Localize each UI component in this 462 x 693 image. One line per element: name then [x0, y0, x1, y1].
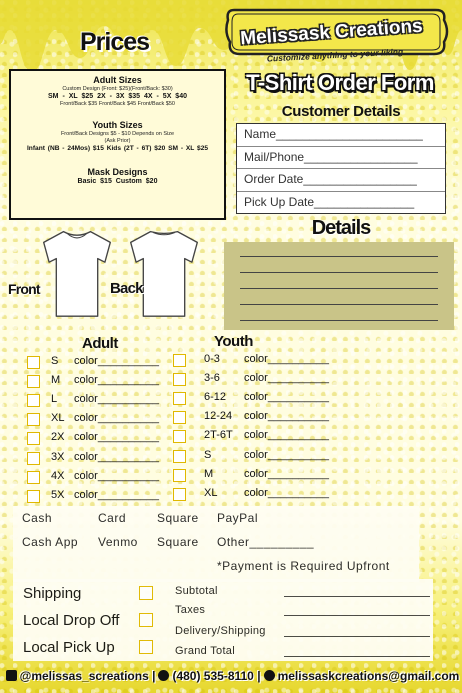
customer-details-title: Customer Details: [281, 103, 401, 120]
youth-size-label: 12-24: [204, 410, 233, 423]
adult-size-checkbox[interactable]: [27, 356, 40, 369]
adult-size-checkbox[interactable]: [27, 394, 40, 407]
adult-size-checkbox[interactable]: [27, 452, 40, 465]
youth-design-note: Front/Back Designs $5 - $10 Depends on Size: [60, 131, 175, 137]
footer-separator: |: [152, 669, 156, 683]
youth-color-field[interactable]: color__________: [244, 391, 330, 404]
youth-ask-prior-note: (Ask Prior): [104, 138, 131, 144]
footer-separator: |: [257, 669, 261, 683]
contact-footer: [0, 665, 462, 693]
form-title: T-Shirt Order Form: [246, 70, 434, 95]
payment-square-2[interactable]: Square: [157, 535, 199, 549]
mask-prices: Basic $15 Custom $20: [77, 178, 158, 185]
adult-size-label: 5X: [51, 488, 65, 501]
payment-cash-app[interactable]: Cash App: [22, 535, 79, 549]
youth-size-checkbox[interactable]: [173, 469, 186, 482]
taxes-line[interactable]: [284, 615, 430, 616]
grand-total-label: Grand Total: [175, 645, 235, 657]
details-line: [240, 304, 438, 305]
youth-size-label: 2T-6T: [204, 429, 233, 442]
brand-tagline: Customize anything to your liking: [266, 46, 404, 64]
delivery-shipping-label: Delivery/Shipping: [175, 625, 266, 637]
adult-size-checkbox[interactable]: [27, 432, 40, 445]
adult-size-checkbox[interactable]: [27, 413, 40, 426]
customer-details-box: [236, 123, 446, 214]
details-line: [240, 288, 438, 289]
local-drop-off-checkbox[interactable]: [139, 613, 153, 627]
youth-prices: Infant (NB - 24Mos) $15 Kids (2T - 6T) $20 SM - XL $25: [26, 145, 209, 152]
adult-size-label: S: [51, 355, 59, 367]
payment-paypal[interactable]: PayPal: [217, 511, 259, 525]
phone-number[interactable]: (480) 535-8110: [172, 669, 254, 683]
youth-size-checkbox[interactable]: [173, 373, 186, 386]
adult-color-field[interactable]: color__________: [74, 488, 160, 501]
youth-size-label: 6-12: [204, 391, 227, 404]
adult-color-field[interactable]: color__________: [74, 450, 160, 463]
youth-color-field[interactable]: color__________: [244, 429, 330, 442]
email-icon: [264, 670, 275, 681]
adult-color-field[interactable]: color__________: [74, 431, 160, 444]
youth-size-label: M: [204, 467, 214, 480]
local-drop-off-label: Local Drop Off: [23, 612, 120, 629]
youth-size-checkbox[interactable]: [173, 354, 186, 367]
adult-size-checkbox[interactable]: [27, 471, 40, 484]
mask-designs-heading: Mask Designs: [87, 167, 148, 177]
adult-size-label: 3X: [51, 450, 65, 463]
youth-size-label: 0-3: [204, 353, 220, 365]
youth-color-field[interactable]: color__________: [244, 410, 330, 423]
youth-size-label: 3-6: [204, 372, 220, 385]
adult-size-label: 2X: [51, 431, 65, 444]
local-pick-up-checkbox[interactable]: [139, 640, 153, 654]
youth-size-checkbox[interactable]: [173, 450, 186, 463]
adult-color-field[interactable]: color__________: [74, 469, 160, 482]
subtotal-label: Subtotal: [175, 585, 218, 597]
payment-cash[interactable]: Cash: [22, 511, 53, 525]
adult-color-field[interactable]: color__________: [74, 355, 160, 367]
details-notes-box[interactable]: [224, 242, 454, 330]
shipping-label: Shipping: [23, 585, 82, 602]
youth-size-checkbox[interactable]: [173, 411, 186, 424]
details-line: [240, 320, 438, 321]
phone-icon: [158, 670, 169, 681]
adult-size-label: XL: [51, 412, 65, 425]
front-shirt-image: [38, 228, 116, 318]
payment-methods-box: [13, 506, 419, 582]
youth-size-checkbox[interactable]: [173, 392, 186, 405]
youth-title: Youth: [214, 333, 253, 350]
pick-up-date-field[interactable]: Pick Up Date_______________: [244, 194, 415, 209]
adult-prices: SM - XL $25 2X - 3X $35 4X - 5X $40: [48, 93, 187, 100]
email-address[interactable]: melissaskcreations@gmail.com: [277, 669, 460, 683]
instagram-icon: [6, 670, 17, 681]
youth-color-field[interactable]: color__________: [244, 467, 330, 480]
adult-size-checkbox[interactable]: [27, 375, 40, 388]
youth-color-field[interactable]: color__________: [244, 448, 330, 461]
details-line: [240, 272, 438, 273]
subtotal-line[interactable]: [284, 596, 430, 597]
payment-other[interactable]: Other_________: [217, 535, 315, 549]
payment-card[interactable]: Card: [98, 511, 127, 525]
adult-design-note: Custom Design (Front: $25)(Front/Back: $30): [62, 86, 173, 92]
shipping-totals-box: [13, 579, 433, 661]
name-field[interactable]: Name______________________: [237, 124, 445, 147]
details-title: Details: [311, 217, 371, 239]
taxes-label: Taxes: [175, 604, 206, 616]
youth-size-checkbox[interactable]: [173, 488, 186, 501]
delivery-shipping-line[interactable]: [284, 636, 430, 637]
order-date-field[interactable]: Order Date_________________: [237, 169, 445, 192]
local-pick-up-label: Local Pick Up: [23, 639, 115, 656]
adult-title: Adult: [82, 335, 118, 352]
adult-size-label: 4X: [51, 469, 65, 482]
youth-color-field[interactable]: color__________: [244, 353, 330, 365]
adult-color-field[interactable]: color__________: [74, 374, 160, 387]
brand-name: Melissask Creations: [239, 15, 424, 50]
back-label: Back: [110, 280, 143, 297]
youth-size-checkbox[interactable]: [173, 430, 186, 443]
youth-color-field[interactable]: color__________: [244, 486, 330, 499]
adult-size-checkbox[interactable]: [27, 490, 40, 503]
adult-color-field[interactable]: color__________: [74, 393, 160, 406]
payment-venmo[interactable]: Venmo: [98, 535, 138, 549]
adult-color-field[interactable]: color__________: [74, 412, 160, 425]
price-list-box: [9, 69, 226, 220]
grand-total-line[interactable]: [284, 656, 430, 657]
youth-color-field[interactable]: color__________: [244, 372, 330, 385]
adult-size-label: M: [51, 374, 61, 387]
back-shirt-image: [125, 228, 203, 318]
youth-size-label: XL: [204, 486, 218, 499]
payment-upfront-note: *Payment is Required Upfront: [217, 559, 390, 573]
instagram-handle[interactable]: @melissas_screations: [19, 669, 149, 683]
adult-size-label: L: [51, 393, 58, 406]
youth-size-label: S: [204, 448, 212, 461]
details-line: [240, 256, 438, 257]
youth-sizes-heading: Youth Sizes: [92, 120, 143, 130]
adult-sizes-heading: Adult Sizes: [93, 75, 142, 85]
mail-phone-field[interactable]: Mail/Phone_________________: [237, 147, 445, 170]
prices-title: Prices: [80, 28, 150, 56]
adult-front-back-prices: Front/Back $35 Front/Back $45 Front/Back $50: [60, 101, 175, 107]
payment-square[interactable]: Square: [157, 511, 199, 525]
shipping-checkbox[interactable]: [139, 586, 153, 600]
front-label: Front: [8, 281, 40, 297]
